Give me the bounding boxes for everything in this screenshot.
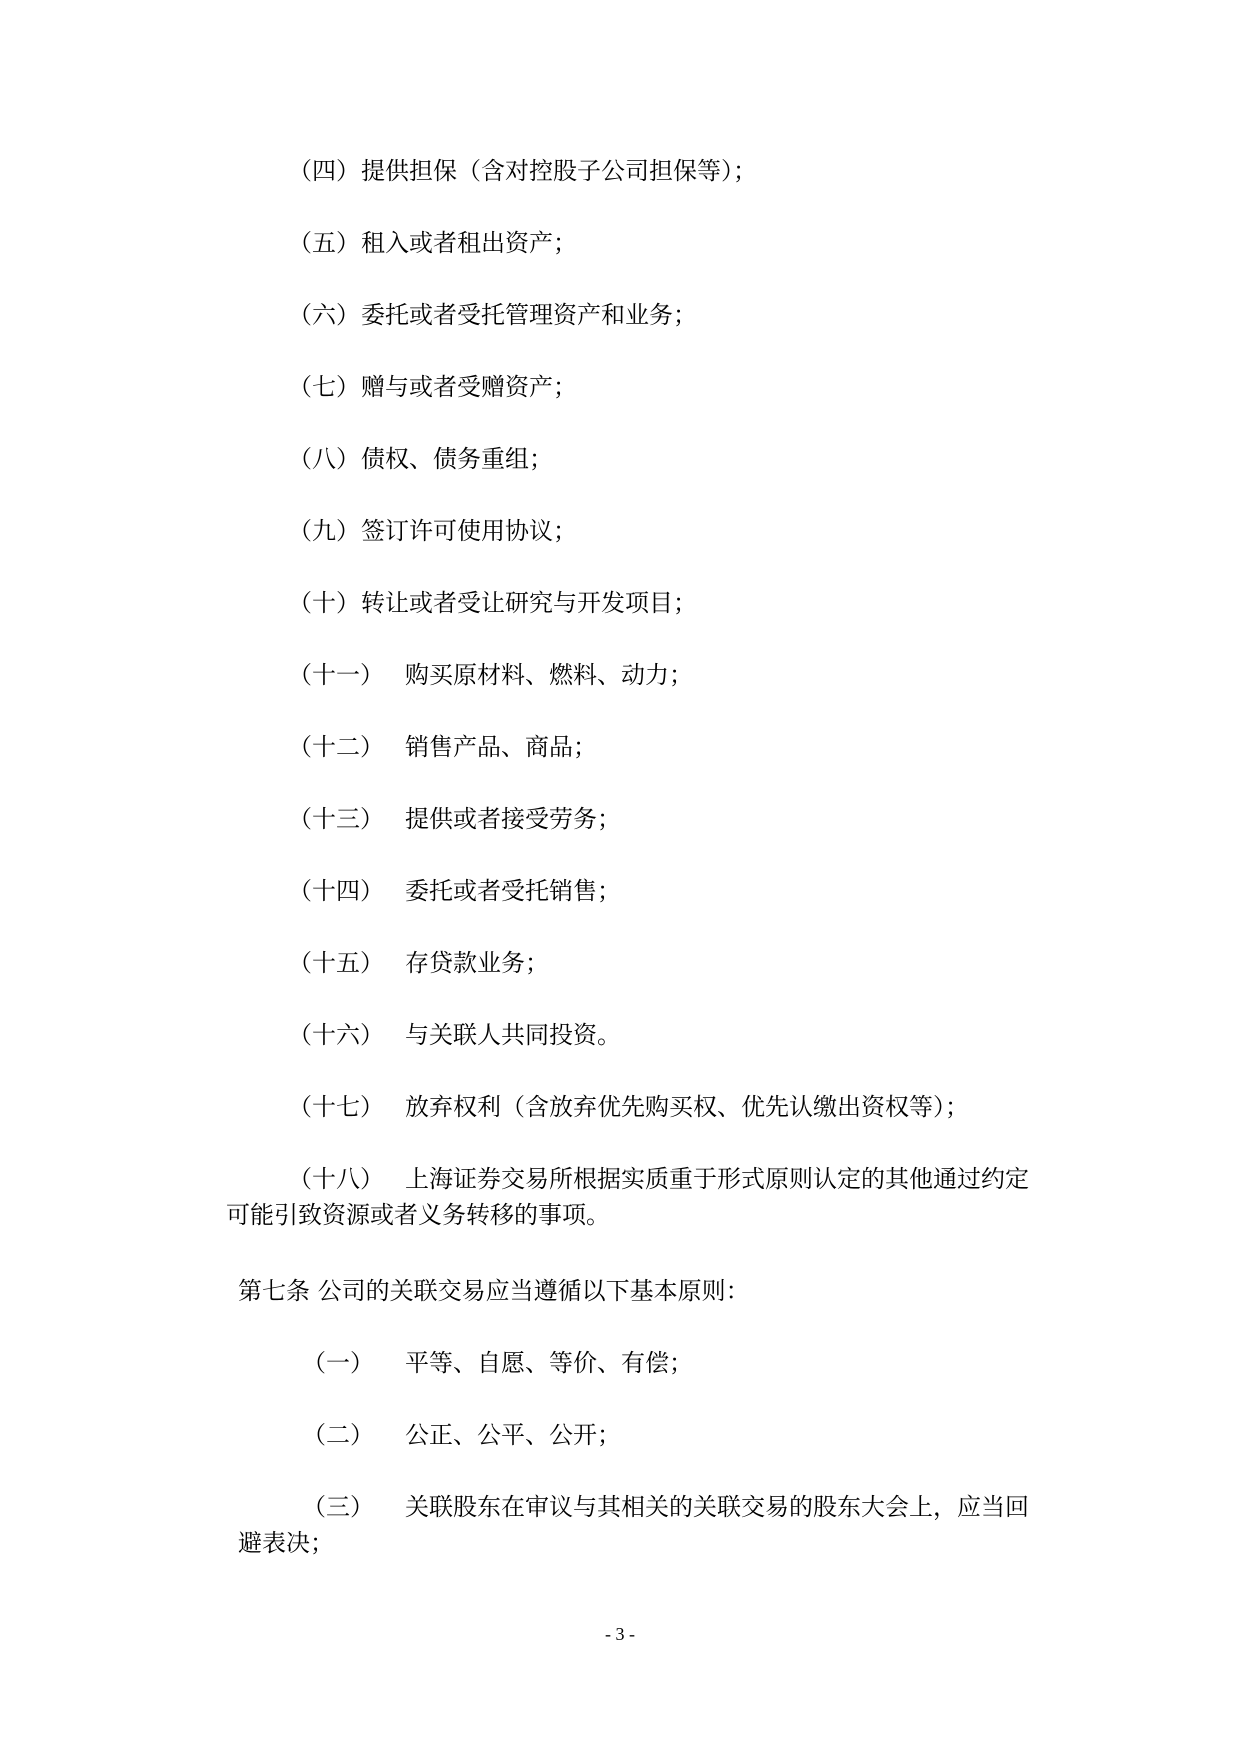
item-text: 债权、债务重组； [361, 445, 553, 473]
item-text: 存贷款业务； [405, 949, 549, 977]
item-text: 平等、自愿、等价、有偿； [405, 1349, 693, 1377]
item-text-continuation: 避表决； [238, 1529, 334, 1557]
item-text: 与关联人共同投资。 [405, 1021, 621, 1049]
item-text: 销售产品、商品； [405, 733, 597, 761]
item-text: 赠与或者受赠资产； [361, 373, 577, 401]
item-text: 购买原材料、燃料、动力； [405, 661, 693, 689]
item-text: 上海证券交易所根据实质重于形式原则认定的其他通过约定 [405, 1165, 1029, 1193]
item-label: （十八） [288, 1165, 384, 1193]
item-label: （七） [288, 373, 360, 401]
item-text: 委托或者受托管理资产和业务； [361, 301, 697, 329]
item-label: （十三） [288, 805, 384, 833]
item-label: （一） [302, 1349, 374, 1377]
item-label: （十六） [288, 1021, 384, 1049]
item-text: 公正、公平、公开； [405, 1421, 621, 1449]
item-label: （十） [288, 589, 360, 617]
item-text: 租入或者租出资产； [361, 229, 577, 257]
item-label: （八） [288, 445, 360, 473]
item-text: 关联股东在审议与其相关的关联交易的股东大会上，应当回 [405, 1493, 1029, 1521]
item-label: （三） [302, 1493, 374, 1521]
item-label: （十二） [288, 733, 384, 761]
item-text: 提供或者接受劳务； [405, 805, 621, 833]
item-label: （二） [302, 1421, 374, 1449]
item-text: 签订许可使用协议； [361, 517, 577, 545]
item-label: （十四） [288, 877, 384, 905]
item-label: （四） [288, 157, 360, 185]
item-text-continuation: 可能引致资源或者义务转移的事项。 [226, 1201, 610, 1229]
item-text: 委托或者受托销售； [405, 877, 621, 905]
page-number: - 3 - [605, 1624, 635, 1644]
item-text: 放弃权利（含放弃优先购买权、优先认缴出资权等）； [405, 1093, 969, 1121]
item-label: （五） [288, 229, 360, 257]
item-label: （十一） [288, 661, 384, 689]
item-text: 转让或者受让研究与开发项目； [361, 589, 697, 617]
item-label: （十七） [288, 1093, 384, 1121]
item-label: （九） [288, 517, 360, 545]
item-text: 提供担保（含对控股子公司担保等）； [361, 157, 757, 185]
item-label: （六） [288, 301, 360, 329]
item-label: （十五） [288, 949, 384, 977]
article-heading: 第七条 公司的关联交易应当遵循以下基本原则： [238, 1277, 750, 1305]
